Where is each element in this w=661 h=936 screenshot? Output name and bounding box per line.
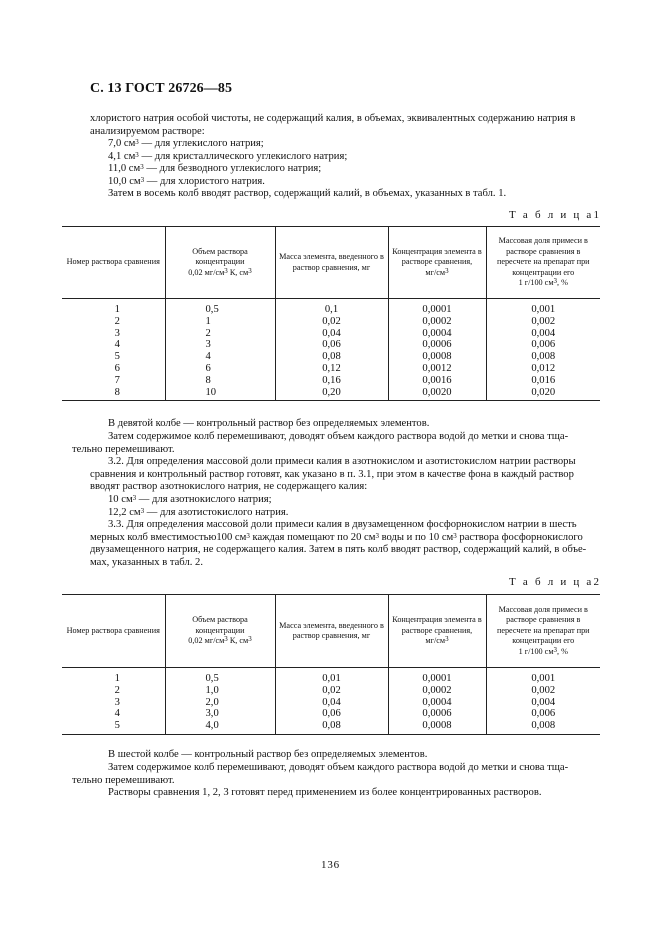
- table-cell: 6: [165, 363, 275, 375]
- paragraph-mix: Затем содержимое колб перемешивают, доводят объем каждого раствора водой до метки и снова тща- тельно перемешивают.: [72, 431, 569, 455]
- paragraph-line: Затем в восемь колб вводят раствор, содержащий калий, в объемах, указанных в табл. 1.: [108, 188, 507, 200]
- table-cell: 0,0006: [388, 339, 486, 351]
- table-cell: 7: [114, 374, 120, 386]
- table-cell: 0,008: [486, 720, 600, 734]
- table-row: [62, 697, 600, 709]
- table-row: [62, 685, 600, 697]
- table-cell: 2,0: [165, 697, 275, 709]
- table-cell: 0,002: [486, 316, 600, 328]
- column-header: Номер раствора сравнения: [62, 227, 165, 299]
- column-header: Массовая доля примеси в растворе сравнения в пересчете на препарат при концентрации его 1 г/100 $см^3$, %: [486, 595, 600, 668]
- list-fon-nitrate: [108, 494, 288, 519]
- paragraph-prep: Растворы сравнения 1, 2, 3 готовят перед применением из более концентрированных растворов.: [108, 787, 542, 798]
- table2-caption: Т а б л и ц а2: [509, 576, 599, 588]
- table-cell: 0,0008: [388, 351, 486, 363]
- table-cell: 0,1: [275, 299, 388, 316]
- paragraph-line: хлористого натрия особой чистоты, не содержащий калия, в объемах, эквивалентных содержанию натрия в: [90, 113, 576, 124]
- column-header: Номер раствора сравнения: [62, 595, 165, 668]
- list-item: 7,0 $см^3$ — для углекислого натрия;: [108, 138, 264, 149]
- table-cell: 0,08: [275, 720, 388, 734]
- table-cell: 8: [62, 387, 165, 401]
- column-header: Масса элемента, введенного в раствор сравнения, мг: [275, 595, 388, 668]
- table-header-row: [62, 595, 600, 668]
- table-row: [62, 299, 600, 316]
- list-item: 4,1 $см^3$ — для кристаллического углекислого натрия;: [108, 150, 348, 162]
- list-item: 10 $см^3$ — для азотнокислого натрия;: [108, 494, 272, 505]
- table-cell: 0,16: [275, 375, 388, 387]
- table1: [62, 226, 600, 401]
- table-cell: 0,0004: [388, 328, 486, 340]
- table-cell: 0,006: [486, 339, 600, 351]
- table-cell: 0,0001: [388, 299, 486, 316]
- table-cell: 2: [114, 315, 120, 327]
- table-cell: 0,01: [275, 668, 388, 685]
- table-cell: 0,012: [486, 363, 600, 375]
- table-cell: 0,016: [486, 375, 600, 387]
- table-cell: 0,06: [275, 339, 388, 351]
- table-cell: 0,5: [165, 668, 275, 685]
- page-header: С. 13 ГОСТ 26726—85: [90, 81, 233, 96]
- table-cell: 10: [165, 387, 275, 401]
- paragraph-control-2: В шестой колбе — контрольный раствор без определяемых элементов.: [108, 749, 428, 760]
- table-cell: 0,04: [275, 697, 388, 709]
- column-header: Масса элемента, введенного в раствор сравнения, мг: [275, 227, 388, 299]
- table-header-row: [62, 227, 600, 299]
- table-cell: 5: [62, 720, 165, 734]
- table-cell: 4: [114, 708, 120, 720]
- list-fon-sodium: [108, 138, 506, 201]
- table-cell: 1: [114, 304, 120, 315]
- table-cell: 0,06: [275, 708, 388, 720]
- table-row: [62, 720, 600, 734]
- column-header: Объем раствора концентрации 0,02 $мг/см^3$ К, $см^3$: [165, 227, 275, 299]
- table-cell: 0,0008: [388, 720, 486, 734]
- table-cell: 3,0: [165, 708, 275, 720]
- table-cell: 0,0001: [388, 668, 486, 685]
- list-item: 10,0 $см^3$ — для хлористого натрия.: [108, 175, 265, 187]
- column-header: Объем раствора концентрации 0,02 $мг/см^3$ К, $см^3$: [165, 595, 275, 668]
- table-cell: 0,0002: [388, 685, 486, 697]
- table-cell: 1,0: [165, 685, 275, 697]
- table-cell: 2: [114, 684, 120, 696]
- table-cell: 0,08: [275, 351, 388, 363]
- column-header: Массовая доля примеси в растворе сравнения в пересчете на препарат при концентрации его 1 г/100 $см^3$, %: [486, 227, 600, 299]
- table-cell: 2: [165, 328, 275, 340]
- table-cell: 3: [114, 696, 120, 708]
- table-cell: 0,020: [486, 387, 600, 401]
- table2: [62, 594, 600, 735]
- table-cell: 4: [114, 339, 120, 351]
- table-cell: 0,0006: [388, 708, 486, 720]
- table-cell: 0,20: [275, 387, 388, 401]
- table-cell: 0,002: [486, 685, 600, 697]
- table-cell: 1: [114, 673, 120, 684]
- paragraph-3-3: 3.3. Для определения массовой доли примеси калия в двузамещенном фосфорнокислом натрии в шесть мерных колб вместимостью100 $см^3$ каждая помещают по 20 $см^3$ воды и по 10 $см^3$ раствора фосфорнокислого двузамещенного натрия, не содержащего калия. Затем в пять колб вводят раствор, содержащий калий, в объе- мах, указанных в табл. 2.: [90, 519, 587, 568]
- table-row: [62, 708, 600, 720]
- table-cell: 3: [114, 327, 120, 339]
- table-cell: 0,04: [275, 328, 388, 340]
- table-cell: 0,008: [486, 351, 600, 363]
- table-cell: 0,5: [165, 299, 275, 316]
- table-cell: 4,0: [165, 720, 275, 734]
- table-cell: 0,004: [486, 328, 600, 340]
- table-row: [62, 316, 600, 328]
- table-cell: 5: [114, 351, 120, 363]
- table-cell: 0,0020: [388, 387, 486, 401]
- paragraph-intro: [90, 113, 602, 138]
- table-cell: 8: [165, 375, 275, 387]
- page-number: 136: [321, 859, 340, 871]
- paragraph-control: В девятой колбе — контрольный раствор без определяемых элементов.: [108, 418, 430, 429]
- table-cell: 3: [165, 339, 275, 351]
- table-row: [62, 375, 600, 387]
- table-cell: 6: [114, 362, 120, 374]
- table-cell: 0,0002: [388, 316, 486, 328]
- column-header: Концентрация элемента в растворе сравнения, $мг/см^3$: [388, 227, 486, 299]
- list-item: 11,0 $см^3$ — для безводного углекислого натрия;: [108, 163, 322, 175]
- table-cell: 4: [165, 351, 275, 363]
- table1-caption: Т а б л и ц а1: [509, 209, 599, 221]
- table-cell: 0,02: [275, 316, 388, 328]
- paragraph-mix-2: Затем содержимое колб перемешивают, доводят объем каждого раствора водой до метки и снова тща- тельно перемешивают.: [72, 762, 569, 786]
- table-cell: 0,001: [486, 299, 600, 316]
- paragraph-line: анализируемом растворе:: [90, 125, 205, 137]
- table-row: [62, 328, 600, 340]
- table-cell: 1: [165, 316, 275, 328]
- table-cell: 0,001: [486, 668, 600, 685]
- table-row: [62, 668, 600, 685]
- table-cell: 0,02: [275, 685, 388, 697]
- table-cell: 0,12: [275, 363, 388, 375]
- list-item: 12,2 $см^3$ — для азотистокислого натрия.: [108, 506, 289, 518]
- paragraph-3-2: 3.2. Для определения массовой доли примеси калия в азотнокислом и азотистокислом натрии растворы сравнения и контрольный раствор готовят, как указано в п. 3.1, при этом в качестве фона в каждый раствор вводят раствор азотнокислого натрия, не содержащего калия:: [90, 456, 576, 493]
- table-cell: 0,006: [486, 708, 600, 720]
- table-cell: 0,0012: [388, 363, 486, 375]
- table-cell: 0,0004: [388, 697, 486, 709]
- table-row: [62, 363, 600, 375]
- table-cell: 0,004: [486, 697, 600, 709]
- table-row: [62, 387, 600, 401]
- column-header: Концентрация элемента в растворе сравнения, $мг/см^3$: [388, 595, 486, 668]
- table-row: [62, 351, 600, 363]
- table-cell: 0,0016: [388, 375, 486, 387]
- table-row: [62, 339, 600, 351]
